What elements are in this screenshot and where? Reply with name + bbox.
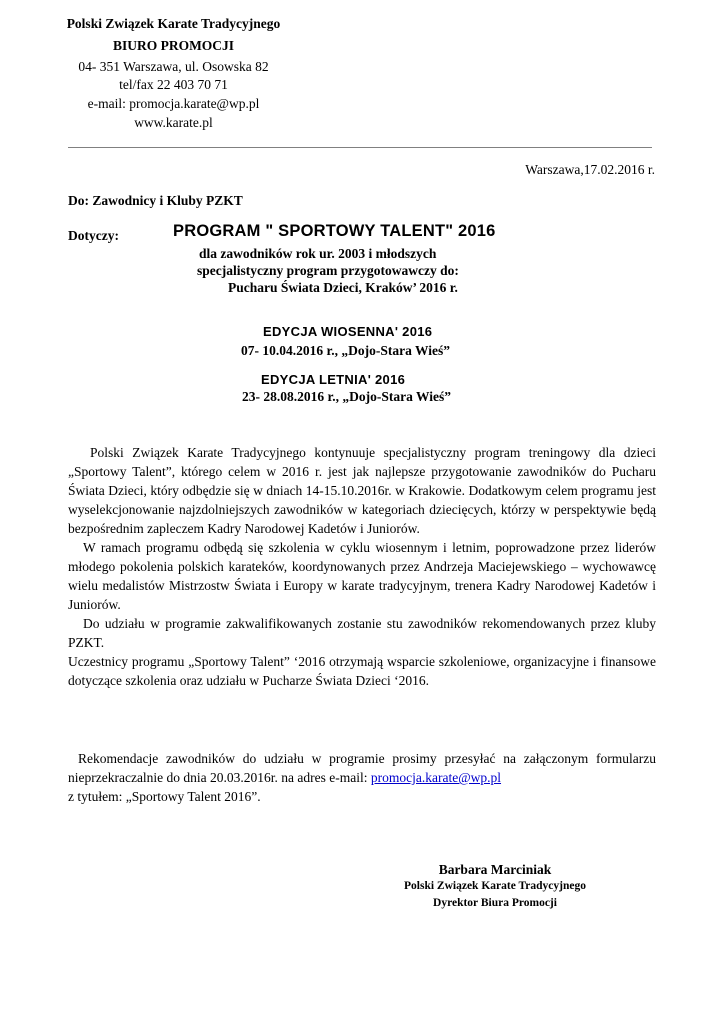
contact-email-link[interactable]: promocja.karate@wp.pl <box>370 770 502 785</box>
signatory-role: Dyrektor Biura Promocji <box>433 897 557 909</box>
header-divider <box>68 147 652 148</box>
program-title: PROGRAM " SPORTOWY TALENT" 2016 <box>173 222 496 240</box>
subject-line-3: Pucharu Świata Dzieci, Kraków’ 2016 r. <box>228 280 458 295</box>
paragraph-1: Polski Związek Karate Tradycyjnego kontynuuje specjalistyczny program treningowy dla dzieci „Sportowy Talent”, którego celem w 2016 r. jest jak najlepsze przygotowanie zawodników do Pucharu Świata Dzieci, który odbędzie się w dniach 14-15.10.2016r. w Krakowie. Dodatkowym celem programu jest wyselekcjonowanie najzdolniejszych zawodników w kategoriach dziecięcych, którzy w perspektywie będą bezpośrednim zapleczem Kadry Narodowej Kadetów i Juniorów. <box>68 445 656 536</box>
recipient-line: Do: Zawodnicy i Kluby PZKT <box>68 193 243 208</box>
edition-summer-dates: 23- 28.08.2016 r., „Dojo-Stara Wieś” <box>242 389 451 404</box>
signatory-name: Barbara Marciniak <box>438 862 552 877</box>
letter-body <box>68 443 656 690</box>
letterhead-address: 04- 351 Warszawa, ul. Osowska 82 <box>78 59 269 74</box>
edition-spring-dates: 07- 10.04.2016 r., „Dojo-Stara Wieś” <box>241 343 450 358</box>
letterhead-email: e-mail: promocja.karate@wp.pl <box>87 96 260 111</box>
letterhead-phone: tel/fax 22 403 70 71 <box>119 77 228 92</box>
recommendation-subject: z tytułem: „Sportowy Talent 2016”. <box>68 789 261 804</box>
recommendation-text: Rekomendacje zawodników do udziału w programie prosimy przesyłać na załączonym formularzu nieprzekraczalnie do dnia 20.03.2016r. na adres e-mail: <box>68 751 656 785</box>
letterhead-org-name: Polski Związek Karate Tradycyjnego <box>66 16 281 31</box>
subject-line-1: dla zawodników rok ur. 2003 i młodszych <box>199 246 437 261</box>
edition-summer-title: EDYCJA LETNIA' 2016 <box>261 372 406 387</box>
letterhead-website: www.karate.pl <box>134 115 213 130</box>
letterhead-office: BIURO PROMOCJI <box>112 38 235 53</box>
subject-label: Dotyczy: <box>68 228 119 243</box>
paragraph-4: Uczestnicy programu „Sportowy Talent” ‘2016 otrzymają wsparcie szkoleniowe, organizacyjne i finansowe dotyczące szkolenia oraz udziału w Pucharze Świata Dzieci ‘2016. <box>68 654 656 688</box>
date-line: Warszawa,17.02.2016 r. <box>525 162 655 177</box>
edition-spring-title: EDYCJA WIOSENNA' 2016 <box>263 324 433 339</box>
signatory-organization: Polski Związek Karate Tradycyjnego <box>404 880 586 892</box>
subject-line-2: specjalistyczny program przygotowawczy do: <box>197 263 459 278</box>
paragraph-3: Do udziału w programie zakwalifikowanych zostanie stu zawodników rekomendowanych przez kluby PZKT. <box>68 616 656 650</box>
paragraph-2: W ramach programu odbędą się szkolenia w cyklu wiosennym i letnim, poprowadzone przez liderów młodego pokolenia polskich karateków, koordynowanych przez Andrzeja Maciejewskiego – wychowawcę wielu medalistów Mistrzostw Świata i Europy w karate tradycyjnym, trenera Kadry Narodowej Kadetów i Juniorów. <box>68 540 656 612</box>
recommendation-paragraph <box>68 749 656 806</box>
